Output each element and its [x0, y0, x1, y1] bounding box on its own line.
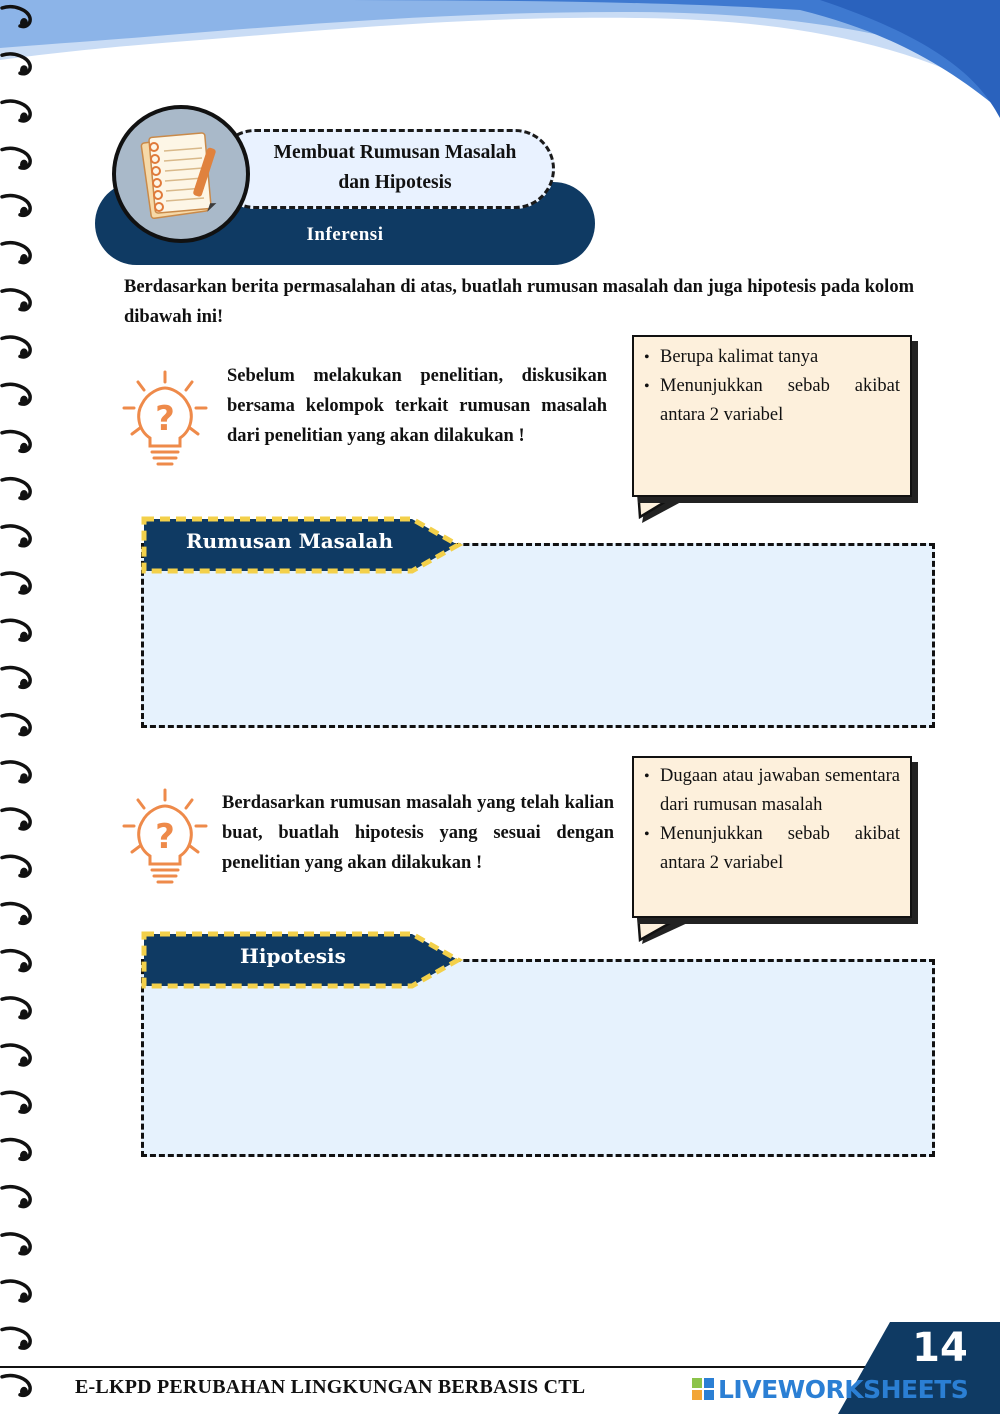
spiral-ring [2, 715, 30, 736]
page-title-line1: Membuat Rumusan Masalah [273, 142, 517, 163]
spiral-ring [2, 384, 30, 405]
hipotesis-prompt: Berdasarkan rumusan masalah yang telah kalian buat, buatlah hipotesis yang sesuai dengan penelitian yang akan dilakukan ! [222, 793, 614, 873]
hipotesis-tip-item: • Dugaan atau jawaban sementara dari rumusan masalah [640, 762, 900, 820]
spiral-ring [2, 1140, 30, 1161]
hipotesis-tip-item: • Menunjukkan sebab akibat antara 2 variabel [640, 820, 900, 878]
liveworksheets-logo[interactable] [692, 1373, 968, 1405]
spiral-ring [2, 479, 30, 500]
hipotesis-tips-box [632, 756, 912, 918]
spiral-ring [2, 1234, 30, 1255]
spiral-ring [2, 809, 30, 830]
page-title-line2: dan Hipotesis [338, 172, 452, 193]
spiral-ring [2, 620, 30, 641]
spiral-ring [2, 290, 30, 311]
notebook-pencil-icon [112, 105, 250, 243]
spiral-ring [2, 432, 30, 453]
spiral-ring [2, 904, 30, 925]
instruction-text: Berdasarkan berita permasalahan di atas, buatlah rumusan masalah dan juga hipotesis pada kolom dibawah ini! [124, 277, 914, 327]
liveworksheets-logo-text: LIVEWORKSHEETS [718, 1374, 969, 1404]
spiral-ring [2, 526, 30, 547]
spiral-ring [2, 7, 30, 28]
spiral-ring [2, 337, 30, 358]
spiral-ring [2, 1376, 30, 1397]
spiral-ring [2, 856, 30, 877]
spiral-ring [2, 243, 30, 264]
spiral-ring [2, 1328, 30, 1349]
footer-title: E-LKPD PERUBAHAN LINGKUNGAN BERBASIS CTL [75, 1376, 586, 1398]
liveworksheets-grid-icon [692, 1378, 714, 1400]
svg-text:?: ? [155, 399, 175, 439]
page-number: 14 [912, 1325, 968, 1371]
spiral-ring [2, 762, 30, 783]
spiral-ring [2, 196, 30, 217]
rumusan-tip-item: • Berupa kalimat tanya [640, 343, 900, 372]
question-bulb-icon [120, 786, 210, 886]
spiral-binding [0, 0, 40, 1414]
spiral-ring [2, 148, 30, 169]
spiral-ring [2, 1045, 30, 1066]
spiral-ring [2, 668, 30, 689]
page-title [250, 138, 540, 198]
note-tail [634, 914, 704, 954]
spiral-ring [2, 573, 30, 594]
svg-text:?: ? [155, 817, 175, 857]
rumusan-masalah-label: Rumusan Masalah [186, 529, 394, 553]
spiral-ring [2, 951, 30, 972]
question-bulb-icon [120, 368, 210, 468]
section-subtitle: Inferensi [306, 224, 384, 245]
rumusan-tips-box [632, 335, 912, 497]
rumusan-prompt: Sebelum melakukan penelitian, diskusikan bersama kelompok terkait rumusan masalah dari penelitian yang akan dilakukan ! [227, 366, 607, 446]
spiral-ring [2, 1187, 30, 1208]
spiral-ring [2, 1092, 30, 1113]
spiral-ring [2, 1281, 30, 1302]
rumusan-tip-item: • Menunjukkan sebab akibat antara 2 variabel [640, 372, 900, 430]
spiral-ring [2, 998, 30, 1019]
spiral-ring [2, 101, 30, 122]
hipotesis-label: Hipotesis [240, 944, 346, 968]
spiral-ring [2, 54, 30, 75]
top-wave-decoration [0, 0, 1000, 130]
